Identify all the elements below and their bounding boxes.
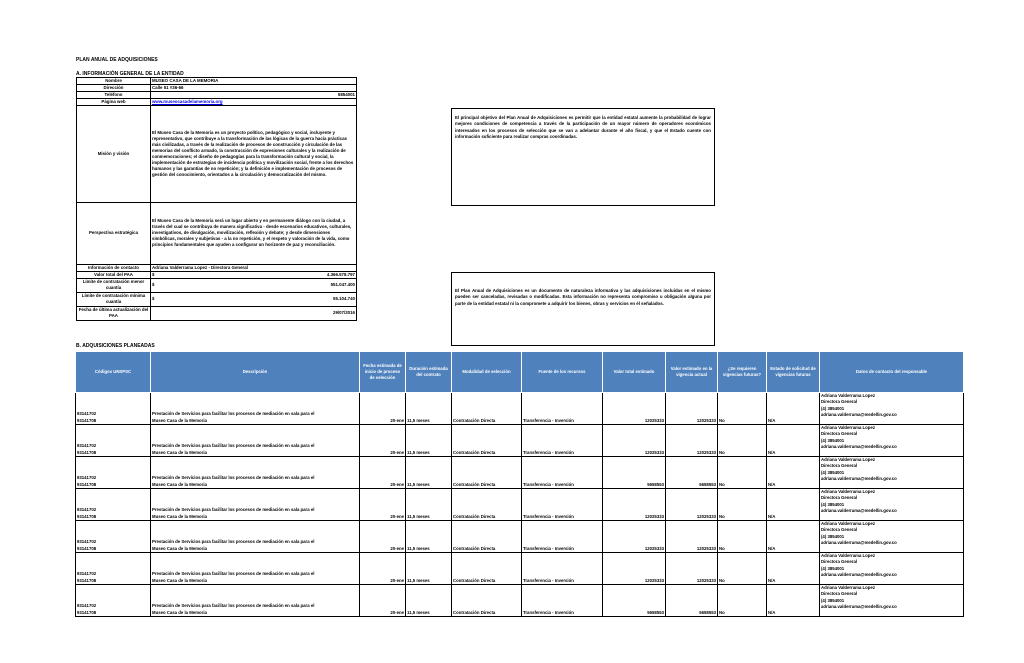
valor-total-value: 4.366.578.797 [254,271,357,278]
estado-cell: N/A [767,489,820,521]
code-1: 93141702 [77,603,97,609]
contact-role: Directora General [821,559,858,565]
fuente-cell: Transferencia - Inversión [522,393,603,425]
valor-total-cell: 5658553 [603,585,666,617]
desc-line-2: Museo Casa de la Memoria [152,481,207,487]
modalidad-cell: Contratación Directa [452,489,522,521]
table-row [76,553,964,585]
code-2: 93141708 [77,513,97,519]
duracion-cell: 11,5 meses [406,585,452,617]
valor-vigencia-cell: 5658553 [666,585,718,617]
header-valor-total: Valor total estimado [603,352,666,393]
contacto-cell [820,553,964,585]
contact-email[interactable]: adriana.valderrama@medellin.gov.co [821,604,897,610]
fecha-cell: 20-ene [360,393,406,425]
page-title: PLAN ANUAL DE ADQUISICIONES [76,57,158,63]
limite-mayor-value: 551.047.400 [254,278,357,292]
table-row [76,521,964,553]
fuente-cell: Transferencia - Inversión [522,553,603,585]
mision-label: Misión y visión [77,105,151,202]
desc-line-1: Prestación de Servicios para facilitar los procesos de mediación en sala para el [152,539,315,545]
contact-email[interactable]: adriana.valderrama@medellin.gov.co [821,572,897,578]
codigos-cell [76,521,151,553]
modalidad-cell: Contratación Directa [452,585,522,617]
fecha-cell: 20-ene [360,585,406,617]
duracion-cell: 11,5 meses [406,457,452,489]
pagina-web-link[interactable] [151,98,357,105]
contact-role: Directora General [821,463,858,469]
fecha-cell: 20-ene [360,521,406,553]
code-1: 93141702 [77,411,97,417]
objetivo-text: El principal objetivo del Plan Anual de Adquisiciones es permitir que la entidad estatal aumente la probabilidad de lograr mejores condiciones de competencia a través de la participación de un mayor número de operadores económicos interesados en los procesos de selección que se van a adelantar durante el año fiscal, y que el Estado cuente con información suficiente para realizar compras coordinadas. [455,115,711,140]
duracion-cell: 11,5 meses [406,393,452,425]
code-1: 93141702 [77,475,97,481]
fuente-cell: Transferencia - Inversión [522,585,603,617]
desc-line-2: Museo Casa de la Memoria [152,449,207,455]
currency-sign: $ [151,278,254,292]
header-vigencias-futuras: ¿Se requieren vigencias futuras? [718,352,767,393]
duracion-cell: 11,5 meses [406,553,452,585]
contact-name: Adriana Valderrama Lopez [821,489,875,494]
pagina-web-text[interactable]: www.museocasadelamemoria.org [152,98,223,104]
contact-name: Adriana Valderrama Lopez [821,553,875,558]
codigos-cell [76,585,151,617]
contacto-value: Adriana Valderrama Lopez - Directora General [151,264,357,271]
vigencias-cell: No [718,553,767,585]
contacto-cell [820,425,964,457]
table-row [76,457,964,489]
fecha-value: 29/07/2016 [151,306,357,320]
contact-name: Adriana Valderrama Lopez [821,393,875,398]
header-fuente: Fuente de los recursos [522,352,603,393]
contact-phone: (4) 3854001 [821,501,845,507]
desc-line-2: Museo Casa de la Memoria [152,513,207,519]
contacto-cell [820,585,964,617]
code-2: 93141708 [77,577,97,583]
naturaleza-text: El Plan Anual de Adquisiciones es un documento de naturaleza informativa y las adquisiciones incluidas en el mismo pueden ser canceladas, revisadas o modificadas. Esta información no representa compromiso u obligación alguna por parte de la entidad estatal ni la compromete a adquirir los bienes, obras y servicios en él señalados. [455,288,711,306]
contacto-cell [820,457,964,489]
valor-total-cell: 12025333 [603,393,666,425]
valor-vigencia-cell: 12025333 [666,393,718,425]
descripcion-cell [151,457,360,489]
table-row [76,425,964,457]
vigencias-cell: No [718,425,767,457]
desc-line-2: Museo Casa de la Memoria [152,577,207,583]
table-header-row [76,352,964,393]
header-modalidad: Modalidad de selección [452,352,522,393]
codigos-cell [76,489,151,521]
contact-role: Directora General [821,591,858,597]
vigencias-cell: No [718,585,767,617]
contact-phone: (4) 3854001 [821,565,845,571]
desc-line-1: Prestación de Servicios para facilitar los procesos de mediación en sala para el [152,411,315,417]
contact-name: Adriana Valderrama Lopez [821,425,875,430]
code-1: 93141702 [77,571,97,577]
valor-total-cell: 12025333 [603,489,666,521]
duracion-cell: 11,5 meses [406,425,452,457]
limite-mayor-label: Límite de contratación menor cuantía [77,278,151,292]
valor-vigencia-cell: 12025333 [666,489,718,521]
contact-email[interactable]: adriana.valderrama@medellin.gov.co [821,508,897,514]
fuente-cell: Transferencia - Inversión [522,457,603,489]
table-row [76,393,964,425]
objetivo-box [451,108,715,206]
codigos-cell [76,553,151,585]
estado-cell: N/A [767,425,820,457]
contact-email[interactable]: adriana.valderrama@medellin.gov.co [821,476,897,482]
valor-vigencia-cell: 12025333 [666,521,718,553]
descripcion-cell [151,393,360,425]
contacto-cell [820,489,964,521]
contact-name: Adriana Valderrama Lopez [821,521,875,526]
contact-email[interactable]: adriana.valderrama@medellin.gov.co [821,444,897,450]
vigencias-cell: No [718,457,767,489]
contact-role: Directora General [821,527,858,533]
descripcion-cell [151,425,360,457]
desc-line-1: Prestación de Servicios para facilitar los procesos de mediación en sala para el [152,571,315,577]
valor-vigencia-cell: 5658553 [666,457,718,489]
valor-total-cell: 12025333 [603,521,666,553]
modalidad-cell: Contratación Directa [452,393,522,425]
naturaleza-box [451,272,715,346]
telefono-label: Teléfono [77,91,151,98]
table-row [76,585,964,617]
estado-cell: N/A [767,393,820,425]
perspectiva-label: Perspectiva estratégica [77,202,151,264]
code-2: 93141708 [77,417,97,423]
header-estado: Estado de solicitud de vigencias futuras [767,352,820,393]
limite-minima-label: Límite de contratación mínima cuantía [77,292,151,306]
contact-phone: (4) 3854001 [821,469,845,475]
contact-email[interactable]: adriana.valderrama@medellin.gov.co [821,540,897,546]
header-descripcion: Descripción [151,352,360,393]
codigos-cell [76,393,151,425]
contact-phone: (4) 3854001 [821,437,845,443]
header-duracion: Duración estimada del contrato [406,352,452,393]
nombre-label: Nombre [77,78,151,85]
descripcion-cell [151,521,360,553]
code-2: 93141708 [77,481,97,487]
code-1: 93141702 [77,443,97,449]
desc-line-2: Museo Casa de la Memoria [152,609,207,615]
desc-line-2: Museo Casa de la Memoria [152,545,207,551]
valor-total-cell: 12025333 [603,553,666,585]
contact-role: Directora General [821,399,858,405]
mision-value: El Museo Casa de la Memoria es un proyecto político, pedagógico y social, incluyente y representativo, que contribuye a la transformación de las lógicas de la guerra hacia prácticas más civilizadas, a través de la realización de procesos de construcción y circulación de las memorias del conflicto armado, la construcción de expresiones culturales y la realización de conmemoraciones; el diseño de pedagogías para la transformación cultural y social, la implementación de estrategias de incidencia política y movilización social, frente a los derechos humanos y las garantías de no repetición; y la definición e implementación de procesos de gestión del conocimiento, orientados a la circulación y democratización del mismo. [151,105,357,202]
header-fecha: Fecha estimada de inicio de proceso de selección [360,352,406,393]
pagina-label: Página web [77,98,151,105]
desc-line-1: Prestación de Servicios para facilitar los procesos de mediación en sala para el [152,475,315,481]
desc-line-1: Prestación de Servicios para facilitar los procesos de mediación en sala para el [152,603,315,609]
header-codigos: Códigos UNSPSC [76,352,151,393]
fuente-cell: Transferencia - Inversión [522,489,603,521]
descripcion-cell [151,489,360,521]
contacto-cell [820,521,964,553]
direccion-label: Dirección [77,84,151,91]
descripcion-cell [151,553,360,585]
estado-cell: N/A [767,521,820,553]
contact-email[interactable]: adriana.valderrama@medellin.gov.co [821,412,897,418]
fecha-cell: 20-ene [360,489,406,521]
desc-line-2: Museo Casa de la Memoria [152,417,207,423]
nombre-value: MUSEO CASA DE LA MEMORIA [151,78,357,85]
descripcion-cell [151,585,360,617]
contact-role: Directora General [821,431,858,437]
vigencias-cell: No [718,489,767,521]
valor-total-cell: 5658553 [603,457,666,489]
currency-sign: $ [151,292,254,306]
contact-role: Directora General [821,495,858,501]
desc-line-1: Prestación de Servicios para facilitar los procesos de mediación en sala para el [152,443,315,449]
perspectiva-value: El Museo Casa de la Memoria será un lugar abierto y en permanente diálogo con la ciudad, a través del cual se contribuya de manera significativa - desde escenarios educativos, culturales, investigativos, de divulgación, movilización, reflexión y debate; y desde dimensiones simbólicas, morales y subjetivas - a la no repetición, y el respeto y valoración de la vida, como principios fundamentales que ayuden a configurar un horizonte de paz y reconciliación. [151,202,357,264]
fuente-cell: Transferencia - Inversión [522,521,603,553]
duracion-cell: 11,5 meses [406,521,452,553]
code-1: 93141702 [77,507,97,513]
estado-cell: N/A [767,553,820,585]
fecha-cell: 20-ene [360,425,406,457]
codigos-cell [76,425,151,457]
contact-phone: (4) 3854001 [821,533,845,539]
desc-line-1: Prestación de Servicios para facilitar los procesos de mediación en sala para el [152,507,315,513]
modalidad-cell: Contratación Directa [452,521,522,553]
estado-cell: N/A [767,585,820,617]
fecha-label: Fecha de última actualización del PAA [77,306,151,320]
contacto-cell [820,393,964,425]
code-2: 93141708 [77,449,97,455]
modalidad-cell: Contratación Directa [452,425,522,457]
section-a-title: A. INFORMACIÓN GENERAL DE LA ENTIDAD [76,71,184,77]
section-b-title: B. ADQUISICIONES PLANEADAS [76,343,155,349]
telefono-value: 5854001 [151,91,357,98]
codigos-cell [76,457,151,489]
fuente-cell: Transferencia - Inversión [522,425,603,457]
fecha-cell: 20-ene [360,457,406,489]
vigencias-cell: No [718,521,767,553]
vigencias-cell: No [718,393,767,425]
currency-sign: $ [151,271,254,278]
valor-total-label: Valor total del PAA [77,271,151,278]
modalidad-cell: Contratación Directa [452,457,522,489]
header-valor-vigencia: Valor estimado en la vigencia actual [666,352,718,393]
adquisiciones-table [75,351,964,617]
limite-minima-value: 55.104.740 [254,292,357,306]
contacto-label: Información de contacto [77,264,151,271]
valor-vigencia-cell: 12025333 [666,553,718,585]
modalidad-cell: Contratación Directa [452,553,522,585]
valor-total-cell: 12025333 [603,425,666,457]
contact-phone: (4) 3854001 [821,597,845,603]
fecha-cell: 20-ene [360,553,406,585]
table-row [76,489,964,521]
code-2: 93141708 [77,609,97,615]
direccion-value: Calle 51 #36-66 [151,84,357,91]
contact-name: Adriana Valderrama Lopez [821,457,875,462]
contact-name: Adriana Valderrama Lopez [821,585,875,590]
code-2: 93141708 [77,545,97,551]
duracion-cell: 11,5 meses [406,489,452,521]
header-contacto: Datos de contacto del responsable [820,352,964,393]
entity-info-table [76,77,357,321]
code-1: 93141702 [77,539,97,545]
valor-vigencia-cell: 12025333 [666,425,718,457]
table-body [76,393,964,617]
contact-phone: (4) 3854001 [821,405,845,411]
estado-cell: N/A [767,457,820,489]
